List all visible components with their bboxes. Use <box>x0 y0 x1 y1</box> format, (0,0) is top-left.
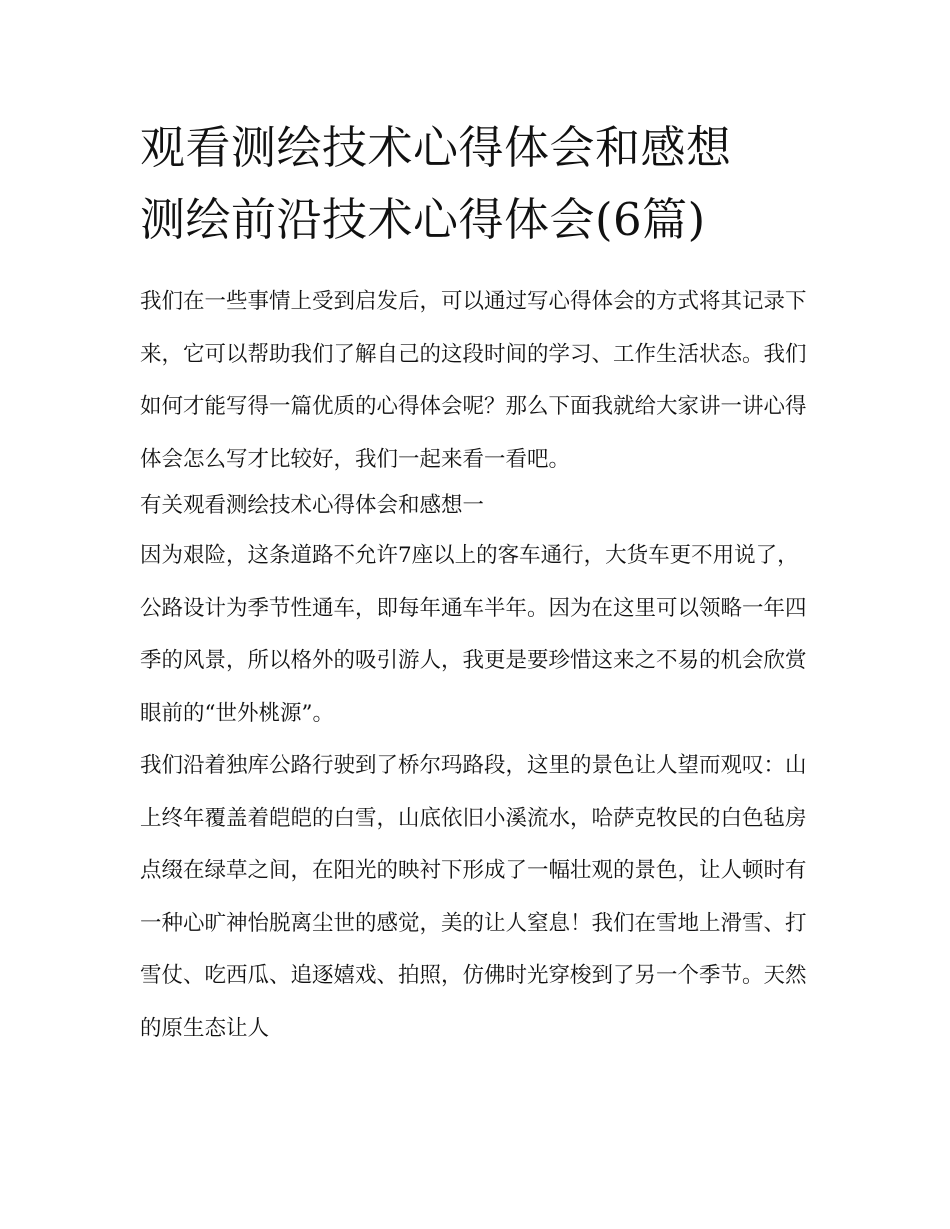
document-title <box>140 112 812 256</box>
title-line-2: 测绘前沿技术心得体会(6篇) <box>140 193 706 246</box>
body-paragraph-1: 因为艰险，这条道路不允许7座以上的客车通行，大货车更不用说了，公路设计为季节性通车，即每年通车半年。因为在这里可以领略一年四季的风景，所以格外的吸引游人，我更是要珍惜这来之不易的机会欣赏眼前的“世外桃源”。 <box>140 543 807 726</box>
intro-paragraph: 我们在一些事情上受到启发后，可以通过写心得体会的方式将其记录下来，它可以帮助我们了解自己的这段时间的学习、工作生活状态。我们如何才能写得一篇优质的心得体会呢？那么下面我就给大家讲一讲心得体会怎么写才比较好，我们一起来看一看吧。 <box>140 289 807 472</box>
body-paragraph-2: 我们沿着独库公路行驶到了桥尔玛路段，这里的景色让人望而观叹：山上终年覆盖着皑皑的白雪，山底依旧小溪流水，哈萨克牧民的白色毡房点缀在绿草之间，在阳光的映衬下形成了一幅壮观的景色，让人顿时有一种心旷神怡脱离尘世的感觉，美的让人窒息！我们在雪地上滑雪、打雪仗、吃西瓜、追逐嬉戏、拍照，仿佛时光穿梭到了另一个季节。天然的原生态让人 <box>140 753 807 1041</box>
document-body <box>140 276 812 1055</box>
document-content <box>140 112 812 1055</box>
section-heading: 有关观看测绘技术心得体会和感想一 <box>140 493 485 518</box>
title-line-1: 观看测绘技术心得体会和感想 <box>140 121 732 174</box>
